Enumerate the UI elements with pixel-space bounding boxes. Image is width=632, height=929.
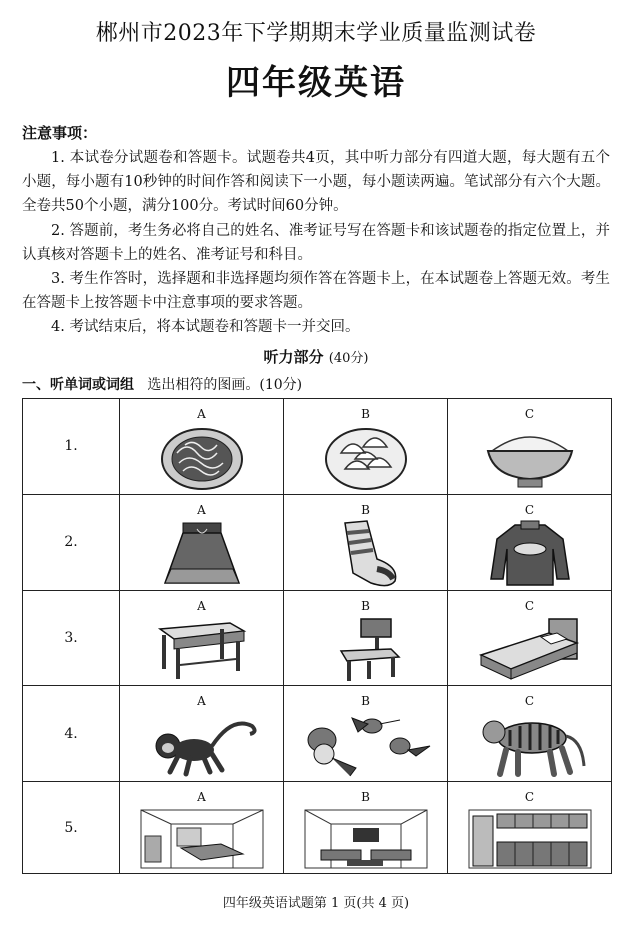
question-number: 3. <box>23 590 120 686</box>
exam-title: 郴州市2023年下学期期末学业质量监测试卷 <box>95 21 537 46</box>
option-cell[interactable] <box>448 494 612 590</box>
option-cell[interactable] <box>284 686 448 782</box>
kitchen-icon <box>465 806 595 872</box>
option-letter: B <box>361 502 370 517</box>
table-row <box>23 686 612 782</box>
option-letter: B <box>361 694 370 709</box>
listening-grid <box>22 398 612 874</box>
desk-icon <box>152 615 252 685</box>
option-cell[interactable] <box>448 686 612 782</box>
dumplings-plate-icon <box>321 423 411 493</box>
option-letter: A <box>197 407 206 421</box>
page-footer: 四年级英语试题第 1 页(共 4 页) <box>222 896 410 911</box>
option-cell[interactable] <box>120 590 284 686</box>
notice-item: 4. 考试结束后，将本试题卷和答题卡一并交回。 <box>51 319 360 336</box>
option-letter: A <box>197 598 206 613</box>
option-letter: C <box>524 694 535 709</box>
option-cell[interactable] <box>120 686 284 782</box>
option-letter: C <box>524 790 535 805</box>
question-number: 4. <box>23 686 120 782</box>
option-letter: A <box>197 694 206 709</box>
notice-item: 1. 本试卷分试题卷和答题卡。试题卷共4页，其中听力部分有四道大题，每大题有五个小题，每小题有10秒钟的时间作答和阅读下一小题，每小题读两遍。笔试部分有六个大题。全卷共50个小题，满分100分。考试时间60分钟。 <box>22 150 610 215</box>
option-letter: C <box>524 502 535 517</box>
option-cell[interactable] <box>120 399 284 495</box>
option-cell[interactable] <box>284 782 448 874</box>
option-letter: C <box>524 407 535 421</box>
option-cell[interactable] <box>284 494 448 590</box>
table-row <box>23 590 612 686</box>
option-cell[interactable] <box>120 782 284 874</box>
skirt-icon <box>157 519 247 589</box>
bedroom-icon <box>137 806 267 872</box>
option-cell[interactable] <box>448 590 612 686</box>
section-points: (40分) <box>328 351 369 366</box>
notice-item: 2. 答题前，考生务必将自己的姓名、准考证号写在答题卡和该试题卷的指定位置上，并认真核对答题卡上的姓名、准考证号和科目。 <box>22 222 610 263</box>
table-row <box>23 494 612 590</box>
monkey-icon <box>142 710 262 780</box>
chair-icon <box>321 615 411 685</box>
option-letter: B <box>361 790 370 805</box>
question-heading <box>22 374 302 394</box>
option-cell[interactable] <box>448 782 612 874</box>
tiger-icon <box>470 710 590 780</box>
option-cell[interactable] <box>284 590 448 686</box>
option-letter: B <box>361 407 370 421</box>
living-room-icon <box>301 806 431 872</box>
question-number: 1. <box>23 399 120 495</box>
noodles-plate-icon <box>157 423 247 493</box>
section-name: 听力部分 <box>263 348 324 366</box>
subject-title: 四年级英语 <box>226 63 406 103</box>
question-label: 一、听单词或词组 <box>22 377 134 393</box>
option-cell[interactable] <box>120 494 284 590</box>
option-cell[interactable] <box>284 399 448 495</box>
table-row <box>23 782 612 874</box>
section-title <box>0 346 632 367</box>
sock-icon <box>321 519 411 589</box>
notice-heading: 注意事项： <box>22 124 98 142</box>
table-row <box>23 399 612 495</box>
option-letter: B <box>361 598 370 613</box>
option-cell[interactable] <box>448 399 612 495</box>
option-letter: A <box>197 502 206 517</box>
notice-item: 3. 考生作答时，选择题和非选择题均须作答在答题卡上，在本试题卷上答题无效。考生在答题卡上按答题卡中注意事项的要求答题。 <box>22 271 610 312</box>
notice-list <box>22 146 610 340</box>
option-letter: C <box>524 598 535 613</box>
bed-icon <box>475 615 585 685</box>
sweater-icon <box>485 519 575 589</box>
question-number: 5. <box>23 782 120 874</box>
question-number: 2. <box>23 494 120 590</box>
option-letter: A <box>197 790 206 805</box>
rice-bowl-icon <box>480 423 580 493</box>
birds-icon <box>296 710 436 780</box>
question-instruction: 选出相符的图画。(10分) <box>147 377 303 393</box>
